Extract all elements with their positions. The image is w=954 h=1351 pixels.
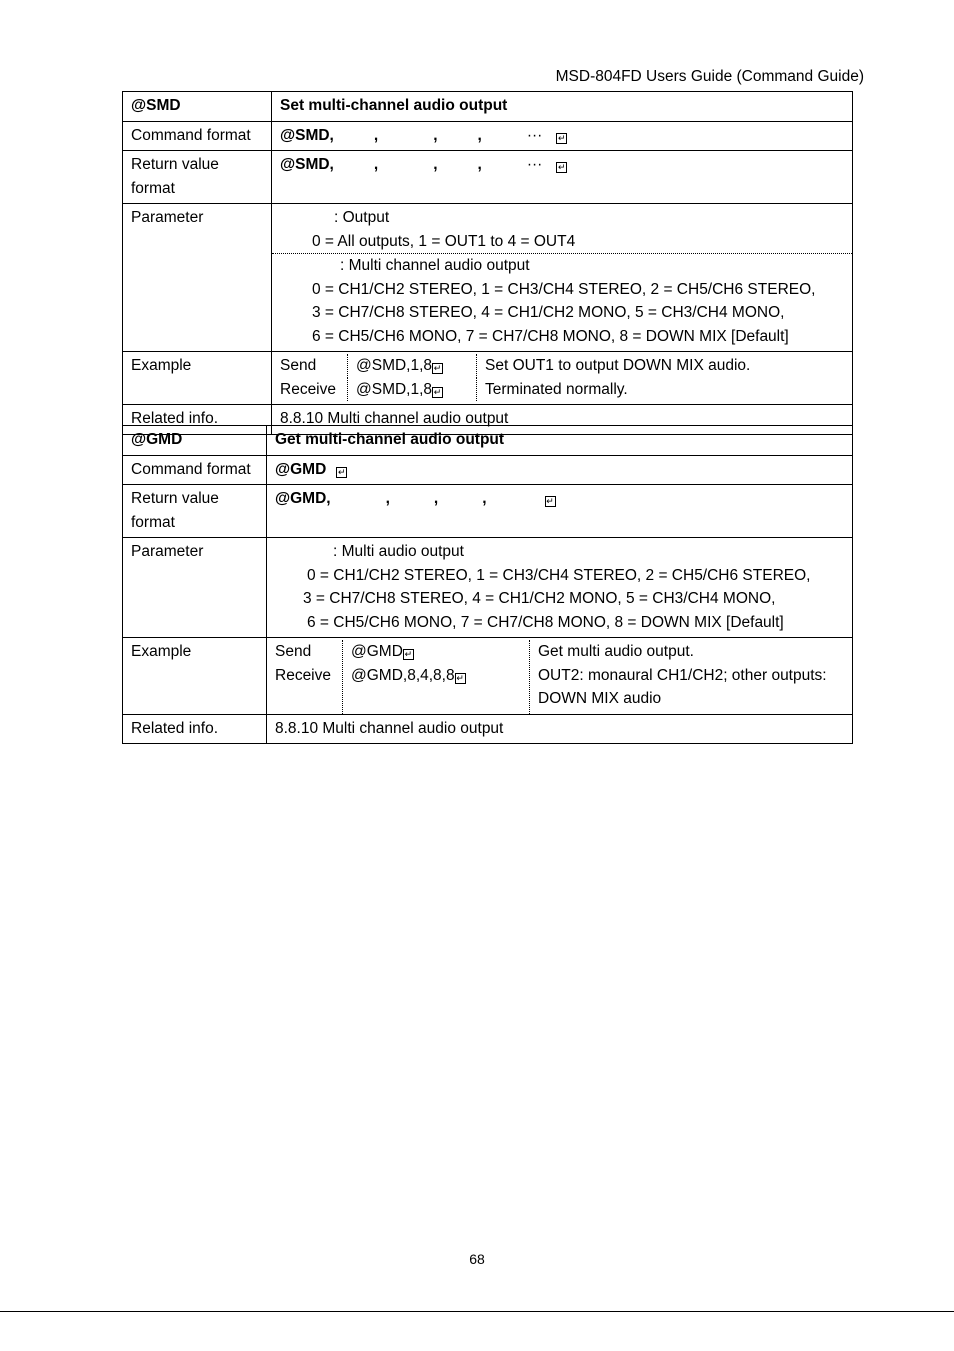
gmd-example-desc-line: OUT2: monaural CH1/CH2; other outputs: [538,666,827,684]
smd-param1-line: 0 = All outputs, 1 = OUT1 to 4 = OUT4 [312,232,576,250]
gmd-format-label: Command format [123,455,267,485]
gmd-example-receive-cmd: @GMD,8,4,8,8 [351,666,455,684]
smd-return-label: Return value format [123,151,272,204]
smd-related-label: Related info. [123,405,272,435]
gmd-parameter-row [123,538,853,638]
gmd-example-desc-line: Get multi audio output. [538,643,694,660]
gmd-example-desc-line: DOWN MIX audio [538,690,662,707]
smd-return-sep: , [477,156,482,173]
smd-return-ellipsis: ··· [526,156,543,173]
smd-example-value [272,352,853,405]
gmd-header-row [123,426,853,456]
gmd-return-sep: , [482,490,487,507]
gmd-example-send-cmd: @GMD [351,643,403,660]
gmd-return-value [267,485,853,538]
gmd-example-labels [275,640,342,714]
gmd-example-value [267,638,853,715]
smd-param2-line: 0 = CH1/CH2 STEREO, 1 = CH3/CH4 STEREO, 2 = CH5/CH6 STEREO, [312,280,816,298]
return-key-icon: ↵ [456,672,464,683]
smd-format-row [123,121,853,151]
smd-return-value [272,151,853,204]
gmd-example-desc [529,640,852,714]
gmd-format-value [267,455,853,485]
smd-example-label: Example [123,352,272,405]
parameter-divider [272,253,852,278]
gmd-return-sep: , [385,490,390,507]
smd-example-send-desc: Set OUT1 to output DOWN MIX audio. [476,354,852,378]
smd-format-value [272,121,853,151]
smd-example-receive-label: Receive [280,380,336,398]
smd-related-value: 8.8.10 Multi channel audio output [272,405,853,435]
return-key-icon: ↵ [558,162,566,172]
return-key-icon: ↵ [433,386,442,397]
return-key-icon: ↵ [338,466,346,477]
smd-param2-line: 6 = CH5/CH6 MONO, 7 = CH7/CH8 MONO, 8 = DOWN MIX [Default] [312,327,789,345]
smd-example-send-label: Send [280,357,317,374]
return-key-icon: ↵ [433,363,442,373]
gmd-related-value: 8.8.10 Multi channel audio output [267,714,853,744]
return-key-icon: ↵ [546,496,554,506]
gmd-example-grid [275,640,852,714]
gmd-param1-title: : Multi audio output [333,543,464,560]
smd-example-receive-cmd: @SMD,1,8 [356,380,433,398]
gmd-example-send-cell [351,640,529,664]
smd-example-grid [280,354,852,401]
smd-return-row [123,151,853,204]
page-number: 68 [469,1251,485,1267]
gmd-related-row [123,714,853,744]
smd-param2-title: : Multi channel audio output [340,257,530,274]
smd-command-name: @SMD [123,92,272,122]
return-key-icon: ↵ [558,132,566,143]
smd-return-sep: , [373,156,379,173]
smd-example-send-cell [347,354,476,378]
gmd-param1-line: 3 = CH7/CH8 STEREO, 4 = CH1/CH2 MONO, 5 = CH3/CH4 MONO, [303,590,776,607]
gmd-format-command: @GMD [275,460,327,478]
gmd-param1-line: 0 = CH1/CH2 STEREO, 1 = CH3/CH4 STEREO, 2 = CH5/CH6 STEREO, [307,566,811,584]
smd-example-receive-cell [347,378,476,402]
gmd-example-row [123,638,853,715]
gmd-example-receive-cell [351,664,529,688]
gmd-example-send-label: Send [275,643,312,660]
gmd-return-sep: , [433,490,439,507]
gmd-return-row [123,485,853,538]
gmd-command-table [122,425,853,744]
smd-example-row [123,352,853,405]
gmd-example-label: Example [123,638,267,715]
smd-return-sep: , [433,156,438,173]
page-header: MSD-804FD Users Guide (Command Guide) [555,68,864,85]
smd-parameter-label: Parameter [123,204,272,352]
smd-format-command: @SMD, [280,126,334,144]
gmd-related-label: Related info. [123,714,267,744]
smd-parameter-value [272,204,853,352]
smd-param2-line: 3 = CH7/CH8 STEREO, 4 = CH1/CH2 MONO, 5 = CH3/CH4 MONO, [312,304,785,321]
smd-return-command: @SMD, [280,156,334,173]
footer-divider [0,1311,954,1312]
gmd-format-row [123,455,853,485]
gmd-return-label: Return value format [123,485,267,538]
gmd-example-receive-label: Receive [275,666,331,684]
smd-command-description: Set multi-channel audio output [272,92,853,122]
smd-format-ellipsis: ··· [526,126,543,144]
return-key-icon: ↵ [404,649,413,659]
gmd-command-description: Get multi-channel audio output [267,426,853,456]
gmd-command-name: @GMD [123,426,267,456]
smd-header-row [123,92,853,122]
gmd-example-cmds [342,640,529,714]
smd-format-label: Command format [123,121,272,151]
smd-parameter-row [123,204,853,352]
smd-example-send-cmd: @SMD,1,8 [356,357,433,374]
smd-format-sep: , [373,126,379,144]
smd-command-table [122,91,853,435]
gmd-return-command: @GMD, [275,490,331,507]
smd-param1-title: : Output [334,209,390,226]
gmd-param1-line: 6 = CH5/CH6 MONO, 7 = CH7/CH8 MONO, 8 = DOWN MIX [Default] [307,613,784,631]
smd-format-sep: , [433,126,438,144]
smd-format-sep: , [477,126,482,144]
gmd-parameter-value [267,538,853,638]
gmd-parameter-label: Parameter [123,538,267,638]
smd-example-receive-desc: Terminated normally. [476,378,852,402]
